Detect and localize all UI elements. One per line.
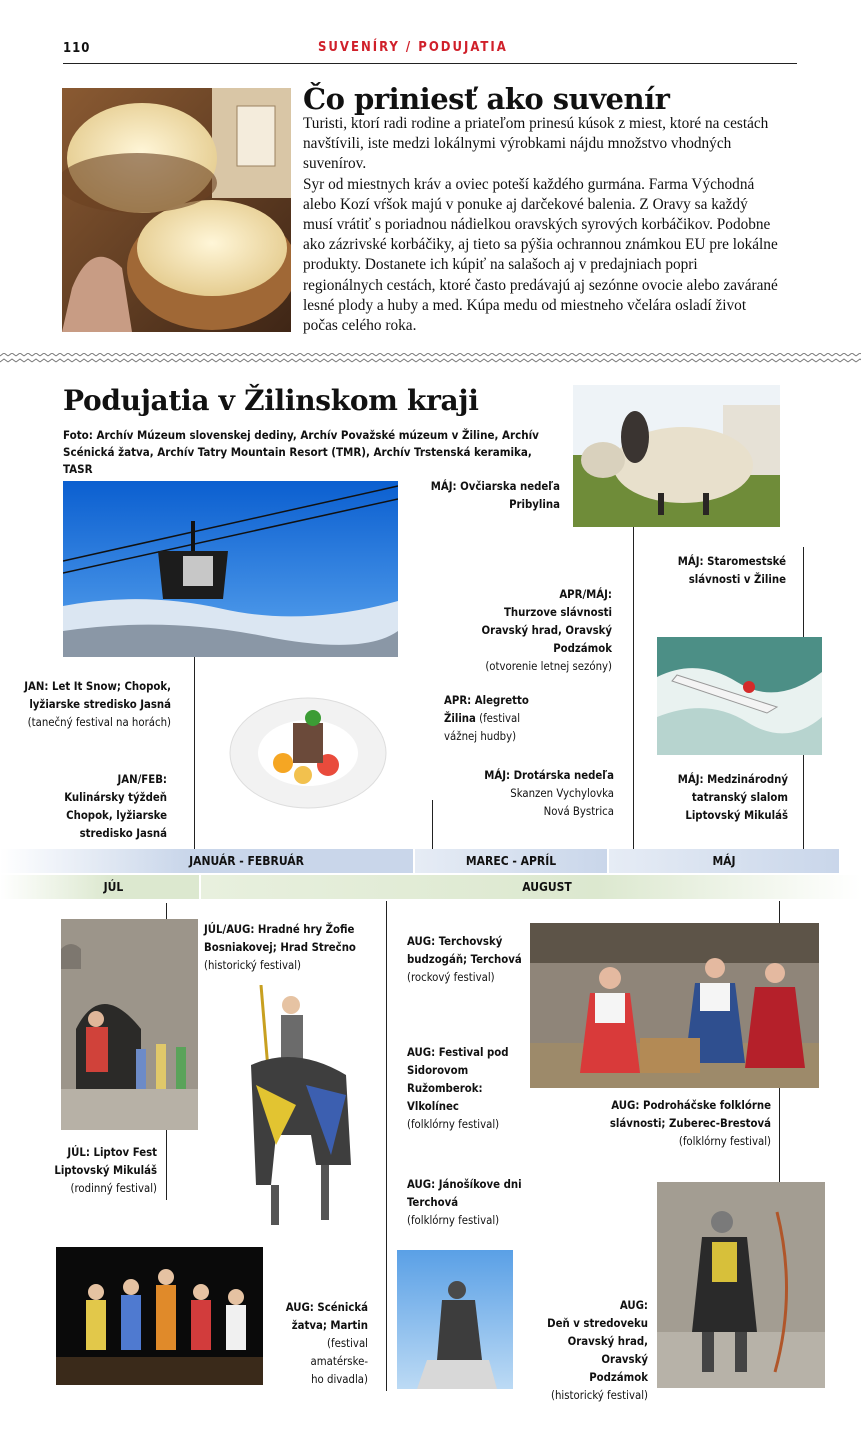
photo-credits: Foto: Archív Múzeum slovenskej dediny, Archív Považské múzeum v Žiline, Archív Scénická žatva, Archív Tatry Mountain Resort (TMR), Archív Trstenská keramika, TASR [63,428,539,476]
timeline-line [633,527,634,849]
event-line: Pribylina [509,498,560,511]
event-line: JAN: Let It Snow; Chopok, [24,680,171,693]
event-budzogan [407,933,527,987]
event-line: žatva; Martin [291,1319,368,1332]
event-line: Sidorovom [407,1064,469,1077]
event-line: Deň v stredoveku [547,1317,648,1330]
event-kulinarsky [10,771,167,843]
month-bar-may [609,849,839,873]
header-rule [63,63,797,64]
event-liptovfest [40,1144,157,1198]
zigzag-divider [0,353,861,365]
event-line: MÁJ: Ovčiarska nedeľa [430,480,560,493]
event-line: Bosniakovej; Hrad Strečno [204,941,356,954]
event-line: AUG: Podroháčske folklórne [611,1099,771,1112]
event-line: tatranský slalom [691,791,788,804]
timeline-line [166,903,167,919]
event-stredovek [540,1297,648,1405]
month-label: JANUÁR - FEBRUÁR [189,854,304,868]
timeline-line [166,1130,167,1200]
timeline-line [432,800,433,849]
event-subtitle: (tanečný festival na horách) [27,716,171,729]
event-letitsnow [20,678,171,732]
event-line: APR: Alegretto [444,694,529,707]
event-ovciarska [430,478,560,514]
event-thurzove [420,586,612,676]
timeline-line [194,657,195,849]
event-subtitle: (folklórny festival) [678,1135,771,1148]
timeline-line [803,547,804,637]
sheep-photo [573,385,780,527]
event-line: AUG: Jánošíkove dni [407,1178,522,1191]
event-subtitle: (folklórny festival) [407,1214,500,1227]
event-subtitle: vážnej hudby) [444,730,517,743]
event-line: slávnosti; Zuberec-Brestová [609,1117,771,1130]
event-line: APR/MÁJ: [559,588,612,601]
month-bar-aug [201,875,861,899]
event-alegretto [444,692,564,746]
event-line: MÁJ: Staromestské [677,555,786,568]
event-subtitle: (otvorenie letnej sezóny) [485,660,612,673]
event-line: AUG: Festival pod [407,1046,509,1059]
page-number: 110 [63,41,91,56]
event-scenicka [270,1299,368,1389]
knight-horse-photo [236,985,358,1228]
event-sidorovom [407,1044,527,1134]
event-subtitle: Skanzen Vychylovka [510,787,614,800]
event-line: budzogáň; Terchová [407,953,522,966]
food-plate-photo [228,693,388,811]
souvenir-paragraph-1: Turisti, ktorí radi rodine a priateľom prinesú kúsok z miest, ktoré na cestách navštívili, iste medzi lokálnymi výrobkami nájdu množstvo vhodných suvenírov. [303,115,769,173]
event-line: Liptovský Mikuláš [685,809,788,822]
event-subtitle: Nová Bystrica [543,805,614,818]
event-line: JÚL/AUG: Hradné hry Žofie [204,923,355,936]
gondola-photo [63,481,398,657]
event-line: Liptovský Mikuláš [54,1164,157,1177]
event-line: Thurzove slávnosti [504,606,612,619]
event-line: JAN/FEB: [117,773,167,786]
month-label: MAREC - APRÍL [465,854,557,868]
event-janosikove [407,1176,527,1230]
event-subtitle: (folklórny festival) [407,1118,500,1131]
event-line: AUG: Scénická [285,1301,368,1314]
event-line: MÁJ: Drotárska nedeľa [484,769,614,782]
souvenir-text [303,114,781,336]
timeline-line [803,755,804,849]
event-line: JÚL: Liptov Fest [67,1146,157,1159]
event-subtitle: ho divadla) [311,1373,368,1386]
event-podrohacske [600,1097,771,1151]
event-subtitle: (festival [479,712,521,725]
event-line: Oravský hrad, [567,1335,648,1348]
castle-jester-photo [61,919,198,1130]
souvenir-heading: Čo priniesť ako suvenír [303,82,670,116]
event-staromestske [660,553,786,589]
month-label: AUGUST [522,880,572,894]
event-line: slávnosti v Žiline [688,573,786,586]
timeline-line [779,1088,780,1183]
month-label: JÚL [103,880,124,894]
event-subtitle: (festival amatérske- [310,1337,368,1368]
janosik-statue-photo [397,1250,513,1389]
event-strecno [204,921,374,975]
month-bar-jul [0,875,199,899]
event-line: Oravský Podzámok [589,1353,648,1384]
month-bar-jan-feb [0,849,413,873]
timeline-line [386,901,387,1391]
event-line: MÁJ: Medzinárodný [677,773,788,786]
timeline-line [779,901,780,923]
event-subtitle: (historický festival) [551,1389,648,1402]
souvenir-paragraph-2: Syr od miestnych kráv a oviec poteší každého gurmána. Farma Východná alebo Kozí vŕšok majú v ponuke aj darčekové balenia. Z Oravy sa každý musí vrátiť s poriadnou nádielkou oravských syrových korbáčikov. Podobne ako zázrivské korbáčiky, aj tieto sa pýšia ochrannou známkou EU pre lokálne produkty. Dostanete ich kúpiť na salašoch aj v predajniach popri regionálnych cestách, ktoré často predávajú aj sezónne ovocie alebo zavárané lesné plody a huby a med. Kúpa medu od miestneho včelára osladí život počas celého roka. [303,175,778,335]
event-drotarska [470,767,614,821]
event-line: Oravský hrad, Oravský Podzámok [481,624,612,655]
event-line: AUG: Terchovský [407,935,503,948]
month-bar-mar-apr [415,849,607,873]
theatre-photo [56,1247,263,1385]
event-line: Žilina [444,712,476,725]
event-subtitle: (rodinný festival) [70,1182,157,1195]
event-line: AUG: [619,1299,648,1312]
kayak-photo [657,637,822,755]
event-line: Chopok, lyžiarske stredisko Jasná [66,809,167,840]
event-subtitle: (historický festival) [204,959,301,972]
event-line: Terchová [407,1196,459,1209]
event-line: lyžiarske stredisko Jasná [29,698,171,711]
events-heading: Podujatia v Žilinskom kraji [63,384,479,417]
event-line: Kulinársky týždeň [64,791,167,804]
event-subtitle: (rockový festival) [407,971,495,984]
section-title: SUVENÍRY / PODUJATIA [318,40,508,55]
folk-dancers-photo [530,923,819,1088]
month-label: MÁJ [712,854,736,868]
event-slalom [660,771,788,825]
event-line: Ružomberok: Vlkolínec [407,1082,483,1113]
cheese-photo [62,88,291,332]
medieval-knight-photo [657,1182,825,1388]
